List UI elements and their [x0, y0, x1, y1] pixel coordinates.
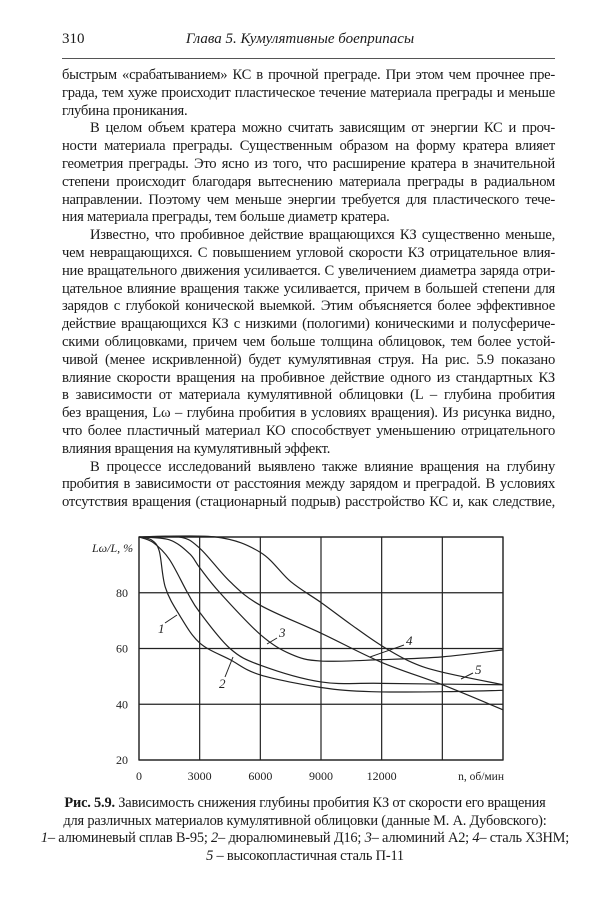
text-line: быстрым «срабатыванием» КС в прочной преграде. При этом чем прочнее пре- [62, 67, 555, 83]
y-tick-label: 20 [116, 753, 128, 767]
text-line: пробития в зависимости от расстояния между зарядом и преградой. В условиях [62, 476, 555, 493]
figure-caption [30, 795, 580, 865]
curve-label-5: 5 [475, 662, 482, 677]
text-line: направлении. Поэтому чем меньше энергии требуется для пластического тече- [62, 191, 555, 208]
x-tick-label: 9000 [309, 769, 333, 783]
legend-num: 3 [364, 830, 372, 847]
x-tick-label: 6000 [248, 769, 273, 783]
text-line: чивой (менее искривленной) будет кумулятивная струя. На рис. 5.9 показано [62, 351, 555, 368]
text-line: Известно, что пробивное действие вращающихся КЗ существенно меньше, [90, 227, 555, 244]
legend-num: 2 [211, 830, 219, 847]
legend-num: 4 [472, 830, 480, 847]
curve-leader-line [165, 615, 177, 623]
curve-leader-line [225, 657, 233, 677]
curve-label-2: 2 [219, 676, 226, 691]
y-axis-label: Lω/L, % [92, 541, 134, 555]
curve-label-3: 3 [279, 625, 286, 640]
x-tick-label: 12000 [366, 769, 397, 783]
y-tick-label: 60 [116, 641, 128, 656]
figure-label: Рис. 5.9. [64, 795, 115, 811]
legend-num: 5 [206, 847, 214, 864]
text-line: цательное влияние вращения также усиливается, причем в большей степени для [62, 280, 555, 297]
legend-text: – алюминевый сплав В-95; [47, 830, 208, 847]
page-number: 310 [62, 31, 85, 47]
x-axis-label: n, об/мин [458, 771, 504, 783]
y-tick-label: 80 [116, 585, 128, 600]
text-line: степени происходит благодаря вытеснению материала преграды в радиальном [62, 173, 555, 190]
text-line: геометрия преграды. Это ясно из того, что расширение кратера в значительной [62, 155, 555, 172]
text-line: в зависимости от материала кумулятивной облицовки (L – глубина пробития [62, 387, 555, 404]
text-line: ния материала преграды, тем больше диаметр кратера. [62, 209, 390, 226]
legend-num: 1 [40, 830, 48, 847]
y-tick-label: 40 [116, 697, 128, 712]
text-line: действие вращающихся КЗ с низкими (пологими) коническими и полусфериче- [62, 316, 555, 333]
caption-line: для различных материалов кумулятивной облицовки (данные М. А. Дубовского): [63, 812, 547, 829]
text-line: В процессе исследований выявлено также влияние вращения на глубину [90, 458, 555, 475]
text-line: влияние скорости вращения на пробивное действие одного из стандартных КЗ [62, 369, 555, 386]
text-line: града, тем хуже происходит пластическое течение материала преграды и меньше [62, 84, 555, 101]
text-line: В целом объем кратера можно считать зависящим от энергии КС и проч- [90, 120, 555, 137]
text-line: глубина проникания. [62, 102, 188, 119]
x-tick-label: 0 [136, 769, 142, 783]
legend-text: – высокопластичная сталь П-11 [216, 847, 404, 864]
text-line: ние вращательного движения усиливается. С увеличением диаметра заряда отри- [62, 262, 555, 279]
caption-line: Зависимость снижения глубины пробития КЗ от скорости его вращения [118, 795, 546, 811]
x-tick-label: 3000 [187, 769, 212, 783]
text-line: отсутствия вращения (стационарный подрыв) расстройство КС и, как следствие, [62, 494, 555, 511]
curve-label-4: 4 [406, 633, 413, 648]
text-line: чем невращающихся. С повышением угловой скорости КЗ отрицательное влия- [62, 244, 555, 261]
text-line: что более пластичный материал КО способствует уменьшению отрицательного [62, 422, 555, 439]
text-line: ности материала преграды. Существенным образом на форму кратера влияет [62, 138, 555, 155]
text-line: зарядов с глубокой конической выемкой. Этим объясняется более эффективное [62, 298, 555, 315]
legend-text: – алюминий А2; [371, 830, 469, 847]
text-line: влияния вращения на кумулятивный эффект. [62, 440, 331, 457]
curve-label-1: 1 [158, 621, 165, 636]
text-line: без вращения, Lω – глубина пробития в условиях вращения). Из рисунка видно, [62, 405, 555, 422]
running-header: Глава 5. Кумулятивные боеприпасы [185, 31, 415, 47]
legend-text: – сталь Х3НМ; [479, 830, 570, 847]
text-line: скими облицовками, причем чем больше толщина облицовок, тем более устой- [62, 333, 555, 350]
legend-text: – дюралюминевый Д16; [218, 830, 362, 847]
